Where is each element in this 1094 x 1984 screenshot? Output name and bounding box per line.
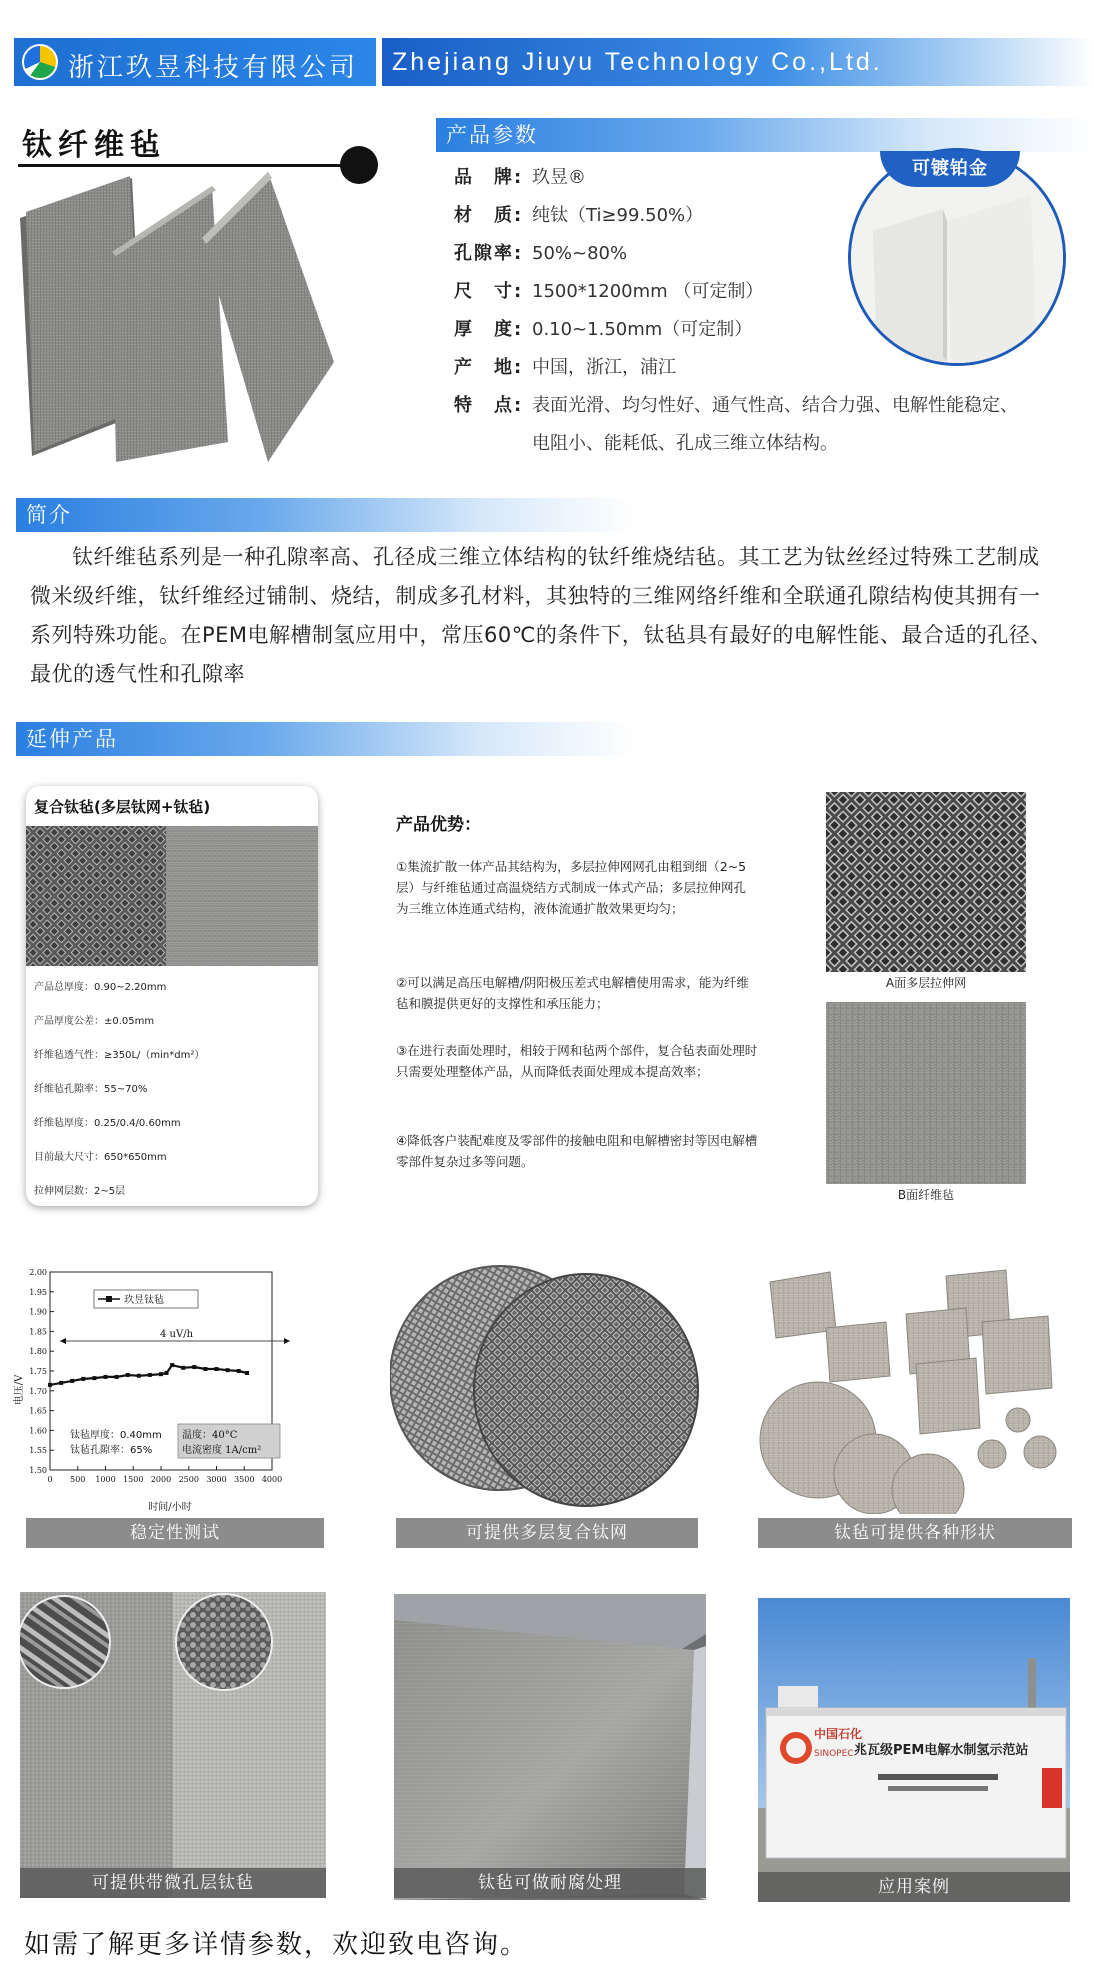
company-name-cn: 浙江玖昱科技有限公司 bbox=[68, 53, 359, 83]
x-tick-label: 3000 bbox=[206, 1475, 227, 1484]
param-size: 尺 寸: 1500*1200mm （可定制） bbox=[454, 281, 764, 302]
param-features-cont: 电阻小、能耗低、孔成三维立体结构。 bbox=[532, 433, 838, 454]
application-case-image bbox=[758, 1598, 1070, 1902]
footer-contact: 如需了解更多详情参数，欢迎致电咨询。 bbox=[24, 1930, 529, 1960]
composite-title: 复合钛毡(多层钛网+钛毡) bbox=[34, 798, 211, 816]
y-tick-label: 1.70 bbox=[29, 1386, 47, 1396]
note-porosity: 钛毡孔隙率：65% bbox=[70, 1445, 153, 1456]
x-tick-label: 2000 bbox=[150, 1475, 172, 1484]
param-features: 特 点: 表面光滑、均匀性好、通气性高、结合力强、电解性能稳定、 bbox=[454, 395, 1018, 416]
y-tick-label: 2.00 bbox=[29, 1268, 47, 1277]
spec-permeability: 纤维毡透气性：≥350L/（min*dm²） bbox=[34, 1050, 205, 1061]
x-tick-label: 4000 bbox=[261, 1475, 283, 1484]
data-point bbox=[92, 1376, 96, 1380]
data-point bbox=[115, 1375, 119, 1379]
data-point bbox=[81, 1377, 85, 1381]
caption-stability: 稳定性测试 bbox=[26, 1518, 324, 1548]
data-point bbox=[226, 1368, 230, 1372]
multilayer-mesh-image bbox=[390, 1262, 700, 1512]
stability-chart-svg bbox=[12, 1264, 332, 1514]
extended-section-bar: 延伸产品 bbox=[16, 722, 636, 756]
note-current: 电流密度 1A/cm² bbox=[182, 1445, 262, 1456]
y-tick-label: 1.75 bbox=[29, 1367, 47, 1376]
spec-mesh-layers: 拉伸网层数：2~5层 bbox=[34, 1186, 126, 1197]
caption-multilayer: 可提供多层复合钛网 bbox=[396, 1518, 698, 1548]
x-axis-label: 时间/小时 bbox=[148, 1502, 192, 1513]
side-b-felt-image bbox=[826, 1002, 1026, 1184]
microporous-felt-image bbox=[20, 1592, 326, 1898]
title-underline bbox=[18, 164, 358, 167]
header-company-cn bbox=[14, 38, 376, 86]
felt-shapes-image bbox=[756, 1268, 1066, 1514]
caption-case: 应用案例 bbox=[758, 1872, 1070, 1902]
param-brand: 品 牌: 玖昱® bbox=[454, 167, 586, 188]
data-point bbox=[203, 1367, 207, 1371]
title-dot bbox=[340, 146, 378, 184]
caption-corrosion: 钛毡可做耐腐处理 bbox=[394, 1868, 706, 1898]
x-tick-label: 1500 bbox=[123, 1475, 144, 1484]
data-point bbox=[165, 1371, 169, 1375]
x-tick-label: 1000 bbox=[95, 1475, 116, 1484]
note-thickness: 钛毡厚度：0.40mm bbox=[70, 1430, 162, 1441]
data-point bbox=[192, 1365, 196, 1369]
x-tick-label: 500 bbox=[70, 1475, 86, 1484]
chart-legend bbox=[94, 1290, 198, 1308]
data-point bbox=[170, 1363, 174, 1367]
y-tick-label: 1.90 bbox=[29, 1307, 47, 1317]
param-thickness: 厚 度: 0.10~1.50mm（可定制） bbox=[454, 319, 753, 340]
titanium-felt-image bbox=[12, 172, 338, 462]
spec-felt-thickness: 纤维毡厚度：0.25/0.4/0.60mm bbox=[34, 1118, 181, 1129]
data-point bbox=[104, 1375, 108, 1379]
advantage-2: ②可以满足高压电解槽/阴阳极压差式电解槽使用需求，能为纤维毡和膜提供更好的支撑性和承压能力； bbox=[396, 975, 749, 1011]
data-point bbox=[237, 1369, 241, 1373]
x-tick-label: 3500 bbox=[234, 1475, 255, 1484]
param-material: 材 质: 纯钛（Ti≥99.50%） bbox=[454, 205, 704, 226]
data-point bbox=[215, 1367, 219, 1371]
platinum-tag: 可镀铂金 bbox=[880, 151, 1020, 187]
composite-felt-card bbox=[26, 786, 318, 1206]
y-tick-label: 1.55 bbox=[29, 1446, 47, 1456]
x-tick-label: 0 bbox=[47, 1475, 53, 1484]
param-origin: 产 地: 中国，浙江，浦江 bbox=[454, 357, 676, 378]
y-axis-label: 电压/V bbox=[14, 1374, 25, 1406]
product-title: 钛纤维毡 bbox=[22, 128, 166, 163]
caption-shapes: 钛毡可提供各种形状 bbox=[758, 1518, 1072, 1548]
rate-label: 4 uV/h bbox=[160, 1329, 194, 1340]
data-point bbox=[126, 1373, 130, 1377]
case-station-sign: 兆瓦级PEM电解水制氢示范站 bbox=[854, 1743, 1029, 1758]
spec-total-thickness: 产品总厚度：0.90~2.20mm bbox=[34, 982, 167, 993]
y-tick-label: 1.95 bbox=[29, 1287, 47, 1297]
param-porosity: 孔隙率: 50%~80% bbox=[454, 243, 628, 264]
intro-text: 钛纤维毡系列是一种孔隙率高、孔径成三维立体结构的钛纤维烧结毡。其工艺为钛丝经过特殊工艺制成微米级纤维，钛纤维经过铺制、烧结，制成多孔材料，其独特的三维网络纤维和全联通孔隙结构使其拥有一系列特殊功能。在PEM电解槽制氢应用中，常压60℃的条件下，钛毡具有最好的电解性能、最合适的孔径、最优的透气性和孔隙率 bbox=[30, 545, 1052, 686]
side-a-mesh-image bbox=[826, 792, 1026, 972]
spec-max-size: 目前最大尺寸：650*650mm bbox=[34, 1152, 167, 1163]
side-b-caption: B面纤维毡 bbox=[897, 1188, 955, 1202]
y-tick-label: 1.60 bbox=[29, 1426, 47, 1436]
caption-microporous: 可提供带微孔层钛毡 bbox=[20, 1868, 326, 1898]
y-tick-label: 1.50 bbox=[29, 1466, 47, 1475]
data-point bbox=[181, 1366, 185, 1370]
data-point bbox=[245, 1371, 249, 1375]
y-tick-label: 1.65 bbox=[29, 1406, 47, 1416]
data-point bbox=[148, 1373, 152, 1377]
note-temp: 温度：40°C bbox=[182, 1430, 238, 1441]
case-brand-en-sign: SINOPEC bbox=[814, 1749, 854, 1759]
intro-section-bar: 简介 bbox=[16, 498, 636, 532]
data-point bbox=[48, 1383, 52, 1387]
data-point bbox=[59, 1381, 63, 1385]
data-point bbox=[159, 1372, 163, 1376]
company-logo-icon bbox=[22, 44, 58, 80]
stability-chart bbox=[12, 1264, 332, 1514]
spec-thickness-tolerance: 产品厚度公差：±0.05mm bbox=[34, 1016, 155, 1027]
composite-felt-image bbox=[26, 826, 318, 966]
case-brand-sign: 中国石化 bbox=[814, 1727, 863, 1741]
advantage-1: ①集流扩散一体产品其结构为，多层拉伸网网孔由粗到细（2~5层）与纤维毡通过高温烧结方式制成一体式产品；多层拉伸网孔为三维立体连通式结构，液体流通扩散效果更均匀； bbox=[396, 859, 747, 916]
x-tick-label: 2500 bbox=[178, 1475, 199, 1484]
params-section-bar: 产品参数 bbox=[436, 118, 1094, 152]
advantages-title: 产品优势： bbox=[396, 815, 481, 835]
data-point bbox=[70, 1379, 74, 1383]
advantage-4: ④降低客户装配难度及零部件的接触电阻和电解槽密封等因电解槽零部件复杂过多等问题。 bbox=[396, 1133, 758, 1169]
side-a-caption: A面多层拉伸网 bbox=[885, 976, 967, 990]
y-tick-label: 1.85 bbox=[29, 1327, 47, 1337]
advantage-3: ③在进行表面处理时，相较于网和毡两个部件，复合毡表面处理时只需要处理整体产品，从而降低表面处理成本提高效率； bbox=[396, 1043, 758, 1079]
spec-porosity: 纤维毡孔隙率：55~70% bbox=[34, 1084, 148, 1095]
data-point bbox=[137, 1374, 141, 1378]
header-company-en bbox=[382, 38, 1094, 86]
legend-label: 玖昱钛毡 bbox=[124, 1295, 164, 1306]
y-tick-label: 1.80 bbox=[29, 1347, 47, 1357]
corrosion-felt-image bbox=[394, 1594, 706, 1900]
company-name-en: Zhejiang Jiuyu Technology Co.,Ltd. bbox=[392, 48, 883, 76]
